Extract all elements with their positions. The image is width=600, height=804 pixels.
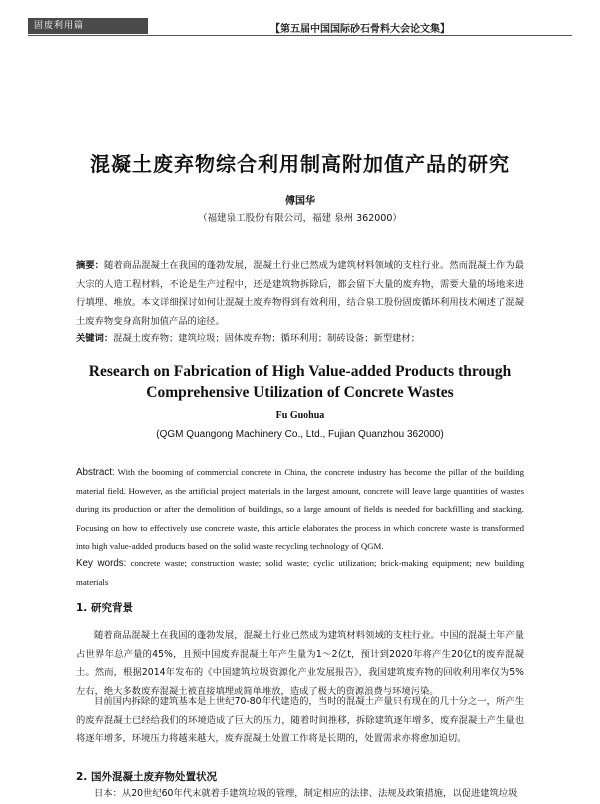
section-heading-background: 1. 研究背景 (76, 602, 133, 614)
english-affiliation: (QGM Quangong Machinery Co., Ltd., Fujian Quanzhou 362000) (156, 429, 444, 440)
header-rule (28, 35, 572, 36)
english-abstract-label: Abstract: (76, 467, 115, 478)
english-abstract-text: With the booming of commercial concrete in China, the concrete industry has become the pillar of the building material field. However, as the artificial project materials in the largest amount, concrete will leave large quantities of wastes during its production or after the demolition of buildings, so a large amount of fields is needed for backfilling and stacking. Focusing on how to effectively use concrete waste, this article elaborates the process in which concrete waste is transformed into high value-added products based on the solid waste recycling technology of QGM. (76, 467, 525, 551)
chinese-affiliation: （福建泉工股份有限公司，福建 泉州 362000） (198, 213, 402, 224)
english-keywords-text: concrete waste; construction waste; solid waste; cyclic utilization; brick-making equipment; new building materials (76, 558, 524, 588)
section1-paragraph-1: 随着商品混凝土在我国的蓬勃发展，混凝土行业已然成为建筑材料领域的支柱行业。中国的混凝土年产量占世界年总产量的45%，且预中国废弃混凝土年产生量为1～2亿t，预计到2020年将产生20亿t的废弃混凝土。然而，根据2014年发布的《中国建筑垃圾资源化产业发展报告》，我国建筑废弃物的回收利用率仅为5%左右，绝大多数废弃混凝土被直接填埋或简单堆放，造成了极大的资源浪费与环境污染。 (76, 630, 524, 697)
chinese-keywords-text: 混凝土废弃物；建筑垃圾；固体废弃物；循环利用；制砖设备；新型建材； (113, 333, 421, 344)
section-heading-overseas: 2. 国外混凝土废弃物处置状况 (76, 771, 217, 783)
chinese-abstract (76, 257, 524, 331)
english-abstract (76, 463, 524, 555)
section2-paragraph-1: 日本：从20世纪60年代末就着手建筑垃圾的管理，制定相应的法律、法规及政策措施，以促进建筑垃圾 (94, 788, 518, 799)
chinese-author: 傅国华 (285, 196, 315, 207)
chinese-keywords (76, 330, 524, 349)
journal-header: 【第五届中国国际砂石骨料大会论文集】 (270, 24, 450, 35)
english-keywords (76, 554, 524, 591)
english-title: Research on Fabrication of High Value-added Products through Comprehensive Utilization of Concrete Wastes (88, 363, 512, 401)
english-author: Fu Guohua (275, 410, 325, 421)
chinese-title: 混凝土废弃物综合利用制高附加值产品的研究 (90, 152, 510, 176)
chinese-abstract-text: 随着商品混凝土在我国的蓬勃发展，混凝土行业已然成为建筑材料领域的支柱行业。然而混凝土作为最大宗的人造工程材料，不论是生产过程中，还是建筑物拆除后，都会留下大量的废弃物，需要大量的场地来进行填埋、堆放。本文详细探讨如何让混凝土废弃物得到有效利用，结合泉工股份固废循环利用技术阐述了混凝土废弃物变身高附加值产品的途径。 (76, 260, 524, 327)
chinese-keywords-label: 关键词： (76, 333, 114, 344)
section-tab: 固废利用篇 (28, 18, 148, 34)
english-keywords-label: Key words: (76, 558, 127, 569)
chinese-abstract-label: 摘要： (76, 260, 105, 271)
section1-paragraph-2: 目前国内拆除的建筑基本是上世纪70-80年代建造的，当时的混凝土产量只有现在的几十分之一，所产生的废弃混凝土已经给我们的环境造成了巨大的压力，随着时间推移，拆除建筑逐年增多，废弃混凝土产生量也将逐年增多，环境压力将越来越大，废弃混凝土处置工作将是长期的，处置需求亦将愈加迫切。 (76, 696, 524, 744)
